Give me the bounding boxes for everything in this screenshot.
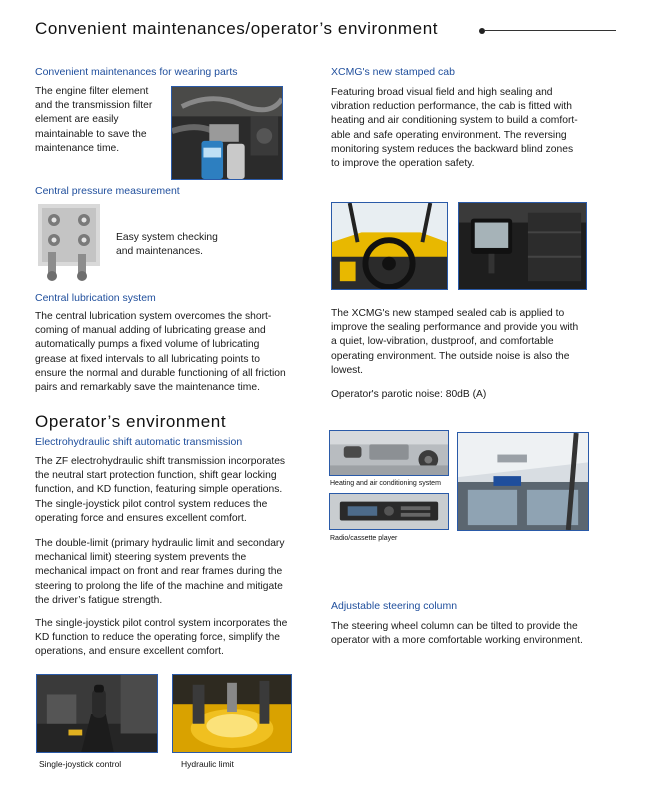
operator-environment-title: Operator’s environment <box>35 412 227 431</box>
operator-noise-text: Operator's parotic noise: 80dB (A) <box>331 389 487 400</box>
sealed-cab-text: The XCMG's new stamped sealed cab is applied to improve the sealing performance and provide you with a quiet, low-vibration, dustproof, and comfortable operating environment. The outside noise is also the lowest. <box>331 308 579 376</box>
shift-paragraph-1: The ZF electrohydraulic shift transmission incorporates the neutral start protection function, shift gear locking function, and KD function, featuring simple operations. The single-joystick pilot control system reduces the operating force and ensures excellent comfort. <box>35 456 286 524</box>
heading-adjustable-steering: Adjustable steering column <box>331 600 458 612</box>
caption-hydraulic-limit: Hydraulic limit <box>181 759 234 769</box>
engine-filter-photo <box>171 86 283 180</box>
heading-stamped-cab: XCMG's new stamped cab <box>331 66 455 78</box>
hydraulic-limit-photo <box>172 674 292 753</box>
caption-radio-cassette: Radio/cassette player <box>330 535 398 542</box>
heading-central-lubrication: Central lubrication system <box>35 292 156 304</box>
page-title: Convenient maintenances/operator’s environment <box>35 19 439 38</box>
heading-electrohydraulic-shift: Electrohydraulic shift automatic transmission <box>35 436 243 448</box>
title-rule <box>484 30 616 31</box>
cab-interior-photo <box>331 202 448 290</box>
heading-central-pressure: Central pressure measurement <box>35 185 180 197</box>
joystick-photo <box>36 674 158 753</box>
wearing-parts-text: The engine filter element and the transmission filter element are easily maintainable to save the maintenance time. <box>35 86 153 154</box>
stamped-cab-text: Featuring broad visual field and high sealing and vibration reduction performance, the cab is fitted with heating and air conditioning system to build a comfort- able and safe operating environment. The reversing monitoring system reduces the backward blind zones to improve the operation safety. <box>331 87 578 170</box>
caption-joystick: Single-joystick control <box>39 759 122 769</box>
heading-wearing-parts: Convenient maintenances for wearing parts <box>35 66 238 78</box>
shift-paragraph-2: The double-limit (primary hydraulic limit and secondary mechanical limit) steering system prevents the mechanical impact on front and rear frames during the steering to prolong the life of the machine and mitigate the driver’s fatigue strength. <box>35 538 285 606</box>
caption-heating-ac: Heating and air conditioning system <box>330 480 441 487</box>
reversing-monitor-photo <box>458 202 587 290</box>
title-rule-dot <box>479 28 485 34</box>
radio-cassette-photo <box>329 493 449 530</box>
pressure-ports-photo <box>38 204 100 284</box>
cab-roof-photo <box>457 432 589 531</box>
heating-ac-photo <box>329 430 449 476</box>
steering-text: The steering wheel column can be tilted to provide the operator with a more comfortable working environment. <box>331 621 583 647</box>
shift-paragraph-3: The single-joystick pilot control system incorporates the KD function to reduce the operating force, simplify the operations, and ensure excellent comfort. <box>35 618 288 658</box>
lubrication-text: The central lubrication system overcomes the short- coming of manual adding of lubricating grease and automatically pumps a fixed volume of lubricating grease at fixed intervals to all lubricating points to ensure the normal and durable functioning of all friction pairs and remarkably save the maintenance time. <box>35 311 286 394</box>
pressure-text: Easy system checking and maintenances. <box>116 232 218 258</box>
